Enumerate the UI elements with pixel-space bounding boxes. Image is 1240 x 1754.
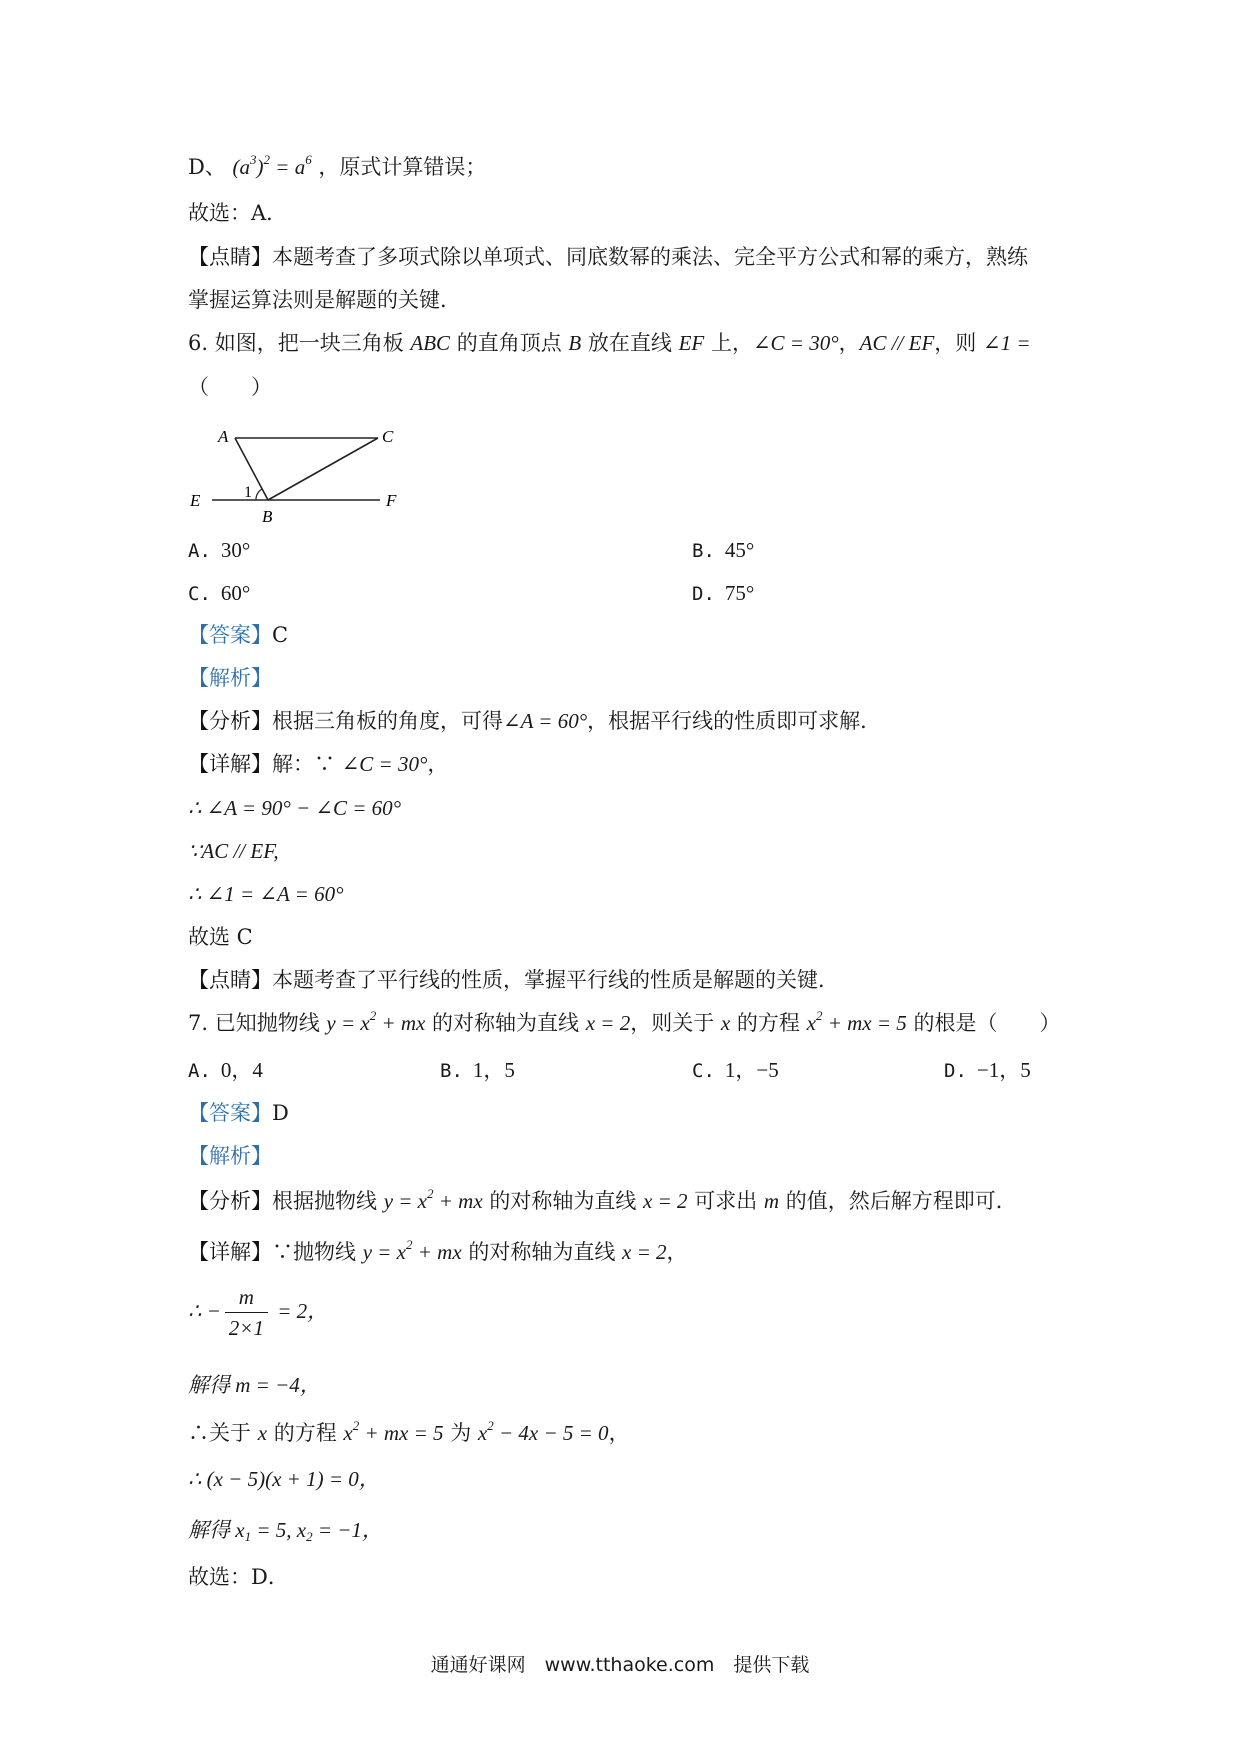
segment-CB <box>268 438 378 500</box>
line-dianjing-cont: 掌握运算法则是解题的关键． <box>188 288 461 312</box>
q6-dianjing: 【点睛】本题考查了平行线的性质，掌握平行线的性质是解题的关键． <box>188 968 839 992</box>
q7-step1: ∴ − $\frac{m}{2\times 1}$ = 2， <box>188 1282 328 1343</box>
q6-option-a: A. 30° <box>188 538 251 562</box>
fraction: $\frac{m}{2\times 1}$ <box>225 1282 268 1343</box>
q7-answer: 【答案】D <box>188 1101 289 1125</box>
triangle-figure <box>190 420 410 530</box>
label-C: C <box>382 427 394 446</box>
q7-option-a: A. 0，4 <box>188 1058 263 1082</box>
q6-fenxi: 【分析】根据三角板的角度，可得∠A = 60°，根据平行线的性质即可求解． <box>188 709 882 733</box>
text: ，原式计算错误； <box>318 155 487 179</box>
q6-step3: ∴ ∠1 = ∠A = 60° <box>188 882 344 906</box>
angle-1-arc <box>256 489 262 500</box>
q7-fenxi: 【分析】根据抛物线 $y = x^2$ + mx 的对称轴为直线 x = 2 可求出 m 的值，然后解方程即可． <box>188 1186 1017 1213</box>
label-B: B <box>262 507 273 526</box>
q6-step1: ∴ ∠A = 90° − ∠C = 60° <box>188 796 402 820</box>
q6-step4: 故选 C <box>188 925 253 949</box>
q6-step2: ∵AC // EF, <box>188 839 279 863</box>
q7-stem: 7. 已知抛物线 $y = x^2$ + mx 的对称轴为直线 x = 2，则关于 x 的方程 $x^2$ + mx = 5 的根是（ ） <box>188 1008 1061 1035</box>
label-F: F <box>386 491 397 510</box>
text: 本题考查了多项式除以单项式、同底数幂的乘法、完全平方公式和幂的乘方，熟练 <box>272 245 1028 269</box>
q7-step2: 解得 m = −4， <box>188 1373 321 1397</box>
q6-option-b: B. 45° <box>692 538 755 562</box>
q7-option-b: B. 1，5 <box>440 1058 515 1082</box>
line-choose-a: 故选：A． <box>188 201 288 225</box>
line-d-option <box>188 152 486 182</box>
q6-option-c: C. 60° <box>188 581 251 605</box>
q7-step4: ∴ (x − 5)(x + 1) = 0， <box>188 1467 380 1491</box>
label-E: E <box>190 491 201 510</box>
q6-stem: 6. 如图，把一块三角板 ABC 的直角顶点 B 放在直线 EF 上，∠C = 30°，AC // EF，则 ∠1 = <box>188 331 1031 355</box>
q6-option-d: D. 75° <box>692 581 755 605</box>
q7-option-c: C. 1，−5 <box>692 1058 779 1082</box>
tag-dianjing: 【点睛】 <box>188 245 272 269</box>
q7-step6: 故选：D． <box>188 1565 289 1589</box>
q7-step5: 解得 $x_1 = 5$, $x_2 = -1$， <box>188 1518 383 1544</box>
prefix: D、 <box>188 155 226 179</box>
q7-step3: ∴关于 x 的方程 $x^2$ + mx = 5 为 $x^2 - 4x - 5 = 0$， <box>188 1418 630 1445</box>
label-A: A <box>218 427 229 446</box>
q6-xiangjie: 【详解】解：∵ ∠C = 30°， <box>188 752 449 776</box>
q6-paren: （ ） <box>188 375 272 399</box>
page-footer: 通通好课网 www.tthaoke.com 提供下载 <box>430 1654 810 1676</box>
q6-answer: 【答案】C <box>188 623 289 647</box>
label-1: 1 <box>244 484 252 501</box>
math-expr: $(a^3)^2 = a^6$ <box>232 152 312 179</box>
q7-option-d: D. −1，5 <box>944 1058 1031 1082</box>
q7-xiangjie: 【详解】∵抛物线 $y = x^2$ + mx 的对称轴为直线 x = 2， <box>188 1237 688 1264</box>
q6-jiexi: 【解析】 <box>188 666 272 690</box>
line-dianjing <box>188 242 1028 272</box>
q7-jiexi: 【解析】 <box>188 1144 272 1168</box>
